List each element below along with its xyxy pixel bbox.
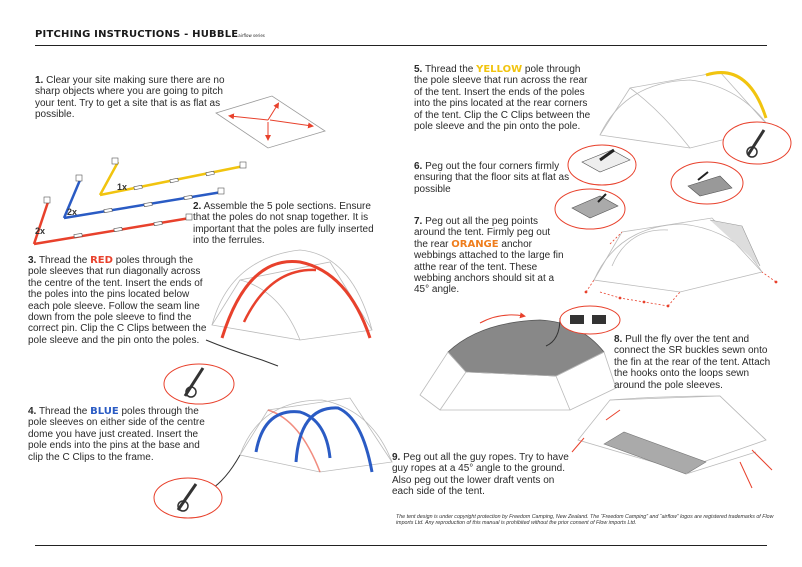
step-3-text-pre: Thread the	[38, 255, 91, 266]
step-9-number: 9.	[392, 452, 401, 463]
series-label: airflow series	[238, 33, 265, 38]
step-7-text-post: anchor webbings attached to the large fin atthe rear of the tent. These webbing anchors should sit at a 45° angle.	[414, 238, 564, 296]
step-2	[193, 201, 376, 247]
step-7	[414, 216, 566, 296]
step-4-text-pre: Thread the	[38, 406, 91, 417]
step-6-text: Peg out the four corners firmly ensuring that the floor sits at flat as possible	[414, 161, 570, 195]
step-5-keyword-yellow: YELLOW	[476, 64, 523, 75]
step-5	[414, 64, 597, 132]
step-4	[28, 406, 210, 463]
yellow-pole-tent-illustration	[600, 72, 791, 164]
step-4-number: 4.	[28, 406, 37, 417]
step-4-text-post: poles through the pole sleeves on either side of the centre dome you have just created. Insert the pole ends into the pins at the base and clip the C Clips to the frame.	[28, 406, 205, 463]
step-3	[28, 255, 208, 346]
step-9-text: Peg out all the guy ropes. Try to have guy ropes at a 45° angle to the ground. Also peg out the lower draft vents on each side of the tent.	[392, 452, 569, 498]
step-1	[35, 75, 240, 121]
step-8-number: 8.	[614, 334, 623, 345]
step-7-text-pre: Peg out all the peg points around the tent. Firmly peg out the rear	[414, 216, 551, 250]
count-1x: 1x	[117, 182, 128, 192]
step-7-keyword-orange: ORANGE	[451, 238, 499, 250]
step-6-number: 6.	[414, 161, 423, 172]
fly-over-tent-illustration	[420, 306, 623, 410]
step-8	[614, 334, 776, 391]
step-2-text: Assemble the 5 pole sections. Ensure that the poles do not snap together. It is important that the poles are fully inserted into the ferrules.	[193, 201, 374, 247]
copyright-notice: The tent design is under copyright protection by Freedom Camping, New Zealand. The “Freedom Camping” and “airflow” logos are registered trademarks of Flow imports Ltd. Any reproduction of this manual is prohibited without the prior consent of Flow imports Ltd.	[396, 514, 774, 527]
step-5-text-post: pole through the pole sleeve that run across the rear of the tent. Insert the ends of the poles into the pins located at the rear corners of the tent. Clip the C Clips between the pole sleeve and the pin onto the pole.	[414, 64, 591, 133]
count-2x-blue: 2x	[67, 207, 78, 217]
step-3-text-post: poles through the pole sleeves that run diagonally across the centre of the tent. Insert the ends of the poles into the pins located below each pole sleeve. Follow the seam line down from the pole sleeve to find the correct pin. Clip the C Clips between the pole sleeve and the pin onto the poles.	[28, 255, 207, 346]
step-7-number: 7.	[414, 216, 423, 227]
peg-corners-illustration	[555, 145, 743, 229]
count-2x-red: 2x	[35, 226, 46, 236]
step-1-number: 1.	[35, 75, 44, 86]
step-3-number: 3.	[28, 255, 37, 266]
guy-ropes-tent-illustration	[572, 396, 772, 488]
step-1-text: Clear your site making sure there are no sharp objects where you are going to pitch your tent. Try to get a site that is as flat as possible.	[35, 75, 225, 121]
step-9	[392, 452, 574, 498]
step-4-keyword-blue: BLUE	[90, 406, 119, 417]
step-3-keyword-red: RED	[90, 255, 113, 266]
step-8-text: Pull the fly over the tent and connect the SR buckles sewn onto the fin at the rear of the tent. Attach the hooks onto the loops sewn around the pole sleeves.	[614, 334, 771, 391]
peg-points-tent-illustration	[585, 218, 778, 307]
step-5-text-pre: Thread the	[424, 64, 477, 75]
step-5-number: 5.	[414, 64, 423, 75]
step-6	[414, 161, 574, 195]
step-2-number: 2.	[193, 201, 202, 212]
page-title-text: PITCHING INSTRUCTIONS - HUBBLE	[35, 29, 239, 40]
